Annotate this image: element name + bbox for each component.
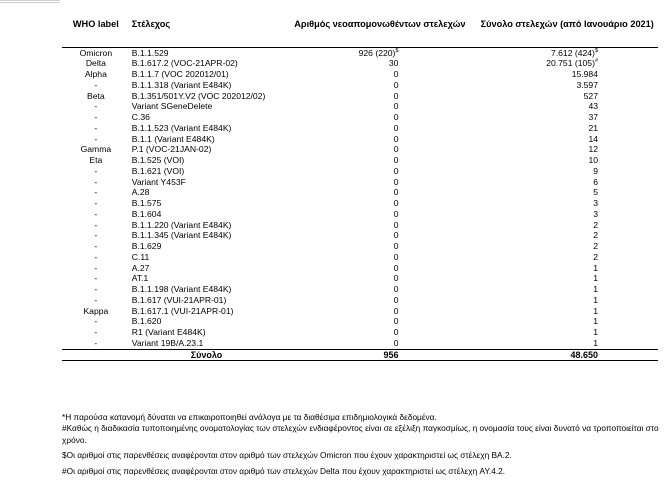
table-row [62,80,658,91]
strain-cell-text: B.1.617.2 (VOC-21APR-02) [131,58,238,69]
total-strains-cell [476,47,658,58]
total-strains-cell-text: 3 [593,198,598,208]
total-strains-cell [476,166,658,177]
who-label-cell [62,69,130,80]
total-strains-cell-text: 3 [593,208,598,219]
strain-cell [130,155,284,166]
table-row [62,241,658,252]
who-label-cell-text: Gamma [80,144,112,155]
who-label-cell-text: - [94,198,98,208]
new-strains-cell [283,69,476,80]
total-strains-cell-text: 37 [588,112,598,122]
strain-cell [130,91,284,102]
new-strains-cell-text: 0 [393,284,399,294]
new-strains-cell [283,252,476,263]
total-strains-cell [476,123,658,134]
who-label-cell [62,295,130,306]
footnote: *Η παρούσα κατανομή δύναται να επικαιροποιηθεί ανάλογα με τα διαθέσιμα επιδημιολογικά δεδομένα. [62,412,437,422]
who-label-cell-text: Delta [85,58,106,69]
table-row [62,273,658,284]
total-strains-cell-text: 1 [593,327,598,337]
total-strains-cell-text: 1 [593,294,598,305]
who-label-cell-text: Alpha [84,69,107,79]
who-label-cell-text: - [94,133,98,144]
total-strains-cell [476,220,658,231]
total-strains-cell-text: 1 [593,316,598,327]
who-label-cell [62,220,130,231]
new-strains-cell-text: 0 [393,165,399,176]
who-label-cell [62,198,130,209]
strain-cell [130,252,284,263]
strain-cell-text: B.1.1.529 [131,47,169,58]
total-strains-cell [476,187,658,198]
new-strains-cell-text: 0 [393,230,399,241]
strain-cell-text: A.27 [131,262,150,273]
table-row [62,101,658,112]
total-strains-cell-text: 2 [593,241,598,251]
table-row [62,166,658,177]
new-strains-cell [283,306,476,317]
who-label-cell-text: - [94,316,98,327]
strain-cell [130,220,284,231]
total-strains-cell-text: 527 [583,90,598,101]
cropped-header-fragment [0,0,60,5]
new-strains-cell-text: 0 [393,112,399,122]
header-new-strains: Αριθμός νεοαπομονωθέντων στελεχών [283,3,476,47]
strain-cell [130,209,284,220]
strain-cell [130,144,284,155]
total-strains-cell [476,327,658,338]
strain-cell-text: C.36 [131,112,150,122]
strain-cell [130,134,284,145]
strain-cell-text: B.1.629 [131,241,162,251]
table-row [62,338,658,349]
who-label-cell [62,316,130,327]
new-strains-cell [283,327,476,338]
footnote: #Οι αριθμοί στις παρενθέσεις αναφέρονται στον αριθμό των στελεχών Delta που έχουν χαρακτηριστεί ως στέλεχη AY.4.2. [62,465,506,476]
total-strains-cell-text: 3.597 [576,79,598,90]
total-strains-cell-text: 15.984 [571,69,598,79]
who-label-cell [62,101,130,112]
total-label: Σύνολο [130,349,284,361]
new-strains-cell-text: 0 [393,101,399,112]
total-row [62,349,658,361]
total-strains-cell [476,198,658,209]
new-strains-cell [283,144,476,155]
strain-cell [130,69,284,80]
total-strains-cell-text: 1 [593,262,598,273]
table-row [62,295,658,306]
strain-cell-text: Variant 19B/A.23.1 [131,337,204,348]
table-header-row [62,3,658,47]
table-row [62,155,658,166]
new-strains-cell-text: 0 [393,273,399,284]
new-strains-cell [283,220,476,231]
strain-cell-text: AT.1 [131,273,149,284]
variants-table [62,3,658,361]
footnotes [62,412,662,477]
strain-cell [130,101,284,112]
total-strains-cell [476,230,658,241]
who-label-cell-text: - [94,241,98,251]
who-label-cell-text: - [94,208,98,219]
strain-cell [130,327,284,338]
strain-cell-text: B.1.575 [131,198,162,208]
strain-cell-text: B.1.604 [131,208,162,219]
total-strains-cell [476,155,658,166]
who-label-cell-text: - [94,327,98,337]
strain-cell-text: B.1.621 (VOI) [131,165,185,176]
new-strains-cell-text: 926 (220) [358,47,396,58]
new-strains-cell-text: 0 [393,79,399,90]
strain-cell-text: Variant SGeneDelete [131,101,213,112]
new-strains-cell [283,134,476,145]
who-label-cell [62,144,130,155]
new-strains-cell-text: 0 [393,122,399,133]
table-row [62,198,658,209]
who-label-cell [62,284,130,295]
who-label-cell-text: - [94,284,98,294]
who-label-cell-text: - [94,294,98,305]
strain-cell [130,177,284,188]
strain-cell-text: B.1.351/501Y.V2 (VOC 202012/02) [131,90,266,101]
table-row [62,112,658,123]
table-row [62,220,658,231]
who-label-cell [62,155,130,166]
new-strains-cell-text: 0 [393,219,399,230]
total-strains-cell [476,177,658,188]
new-strains-cell [283,177,476,188]
who-label-cell-text: - [94,122,98,133]
total-sum-value: 48.650 [476,349,658,361]
total-strains-cell [476,91,658,102]
total-strains-cell-text: 43 [588,101,598,112]
strain-cell [130,338,284,349]
new-strains-cell [283,241,476,252]
table-row [62,187,658,198]
table-row [62,209,658,220]
new-strains-cell-text: 0 [393,155,399,165]
total-strains-cell [476,284,658,295]
total-strains-cell-text: 21 [588,122,598,133]
table-row [62,123,658,134]
strain-cell [130,316,284,327]
new-strains-cell-text: 0 [393,187,399,198]
who-label-cell [62,252,130,263]
strain-cell-text: B.1.1.523 (Variant E484K) [131,122,232,133]
table-row [62,91,658,102]
who-label-cell [62,112,130,123]
who-label-cell-text: Eta [89,155,103,165]
new-strains-cell [283,166,476,177]
strain-cell-text: C.11 [131,251,150,262]
who-label-cell-text: - [94,187,98,198]
strain-cell [130,47,284,58]
total-strains-cell [476,295,658,306]
who-label-cell-text: - [94,176,98,187]
strain-cell [130,58,284,69]
who-label-cell [62,327,130,338]
who-label-cell-text: Beta [87,90,105,101]
strain-cell-text: A.28 [131,187,150,198]
new-strains-cell [283,230,476,241]
total-strains-cell-text: 1 [593,337,598,348]
who-label-cell-text: - [94,79,98,90]
who-label-cell [62,91,130,102]
total-who-empty [62,349,130,361]
strain-cell [130,284,284,295]
who-label-cell [62,80,130,91]
table-row [62,306,658,317]
who-label-cell-text: - [94,112,98,122]
total-strains-cell [476,134,658,145]
table-row [62,69,658,80]
table-row [62,263,658,274]
who-label-cell [62,306,130,317]
total-strains-cell [476,209,658,220]
new-strains-cell-text: 0 [393,198,399,208]
new-strains-cell [283,284,476,295]
new-strains-cell-text: 0 [393,144,399,155]
strain-cell [130,273,284,284]
new-strains-cell [283,47,476,58]
who-label-cell [62,338,130,349]
new-strains-cell [283,316,476,327]
new-strains-cell-text: 30 [388,58,399,69]
who-label-cell-text: - [94,262,98,273]
strain-cell-text: B.1.620 [131,316,162,327]
strain-cell-text: B.1.1.318 (Variant E484K) [131,79,232,90]
who-label-cell [62,241,130,252]
who-label-cell [62,123,130,134]
footnote-marker: $ [395,47,399,54]
strain-cell [130,263,284,274]
who-label-cell-text: - [94,230,98,241]
total-strains-cell [476,101,658,112]
strain-cell-text: B.1.1.7 (VOC 202012/01) [131,69,229,79]
who-label-cell [62,166,130,177]
table-row [62,144,658,155]
new-strains-cell-text: 0 [393,316,399,327]
strain-cell-text: R1 (Variant E484K) [131,327,206,337]
strain-cell-text: B.1.1.345 (Variant E484K) [131,230,232,241]
new-strains-cell [283,112,476,123]
strain-cell-text: B.1.617.1 (VUI-21APR-01) [131,305,234,316]
table-row [62,230,658,241]
table-row [62,252,658,263]
new-strains-cell [283,295,476,306]
total-strains-cell-text: 9 [593,165,598,176]
strain-cell-text: B.1.1.220 (Variant E484K) [131,219,232,230]
total-strains-cell-text: 2 [593,230,598,241]
new-strains-cell [283,209,476,220]
who-label-cell [62,263,130,274]
total-strains-cell-text: 2 [593,219,598,230]
total-strains-cell [476,306,658,317]
new-strains-cell-text: 0 [393,294,399,305]
who-label-cell [62,273,130,284]
total-strains-cell-text: 5 [593,187,598,198]
total-strains-cell-text: 6 [593,176,598,187]
new-strains-cell [283,80,476,91]
footnote-marker: $ [594,47,598,54]
table-row [62,47,658,58]
total-strains-cell [476,252,658,263]
new-strains-cell [283,187,476,198]
new-strains-cell [283,123,476,134]
strain-cell [130,187,284,198]
new-strains-cell-text: 0 [393,251,399,262]
total-strains-cell-text: 7.612 (424) [550,47,595,58]
new-strains-cell [283,58,476,69]
who-label-cell-text: Omicron [79,47,113,58]
total-strains-cell-text: 1 [593,305,598,316]
total-strains-cell [476,69,658,80]
new-strains-cell [283,263,476,274]
total-strains-cell-text: 2 [593,251,598,262]
strain-cell [130,166,284,177]
new-strains-cell-text: 0 [393,241,399,251]
who-label-cell [62,187,130,198]
table-row [62,316,658,327]
new-strains-cell-text: 0 [393,208,399,219]
strain-cell [130,112,284,123]
table-row [62,177,658,188]
table-row [62,284,658,295]
strain-cell-text: B.1.1 (Variant E484K) [131,133,215,144]
who-label-cell-text: - [94,273,98,284]
who-label-cell [62,230,130,241]
table-row [62,327,658,338]
total-new-value: 956 [283,349,476,361]
strain-cell-text: Variant Y453F [131,176,186,187]
total-strains-cell-text: 1 [593,284,598,294]
footnote: $Οι αριθμοί στις παρενθέσεις αναφέρονται στον αριθμό των στελεχών Omicron που έχουν χαρακτηριστεί ως στέλεχη BA.2. [62,450,512,461]
strain-cell [130,80,284,91]
total-strains-cell-text: 10 [588,155,598,165]
new-strains-cell-text: 0 [393,305,399,316]
strain-cell [130,295,284,306]
new-strains-cell [283,273,476,284]
who-label-cell [62,47,130,58]
strain-cell [130,198,284,209]
total-strains-cell [476,58,658,69]
new-strains-cell [283,338,476,349]
total-strains-cell-text: 20.751 (105) [546,58,595,69]
strain-cell-text: B.1.617 (VUI-21APR-01) [131,294,227,305]
who-label-cell-text: - [94,165,98,176]
new-strains-cell-text: 0 [393,327,399,337]
table-row [62,58,658,69]
table-row [62,134,658,145]
new-strains-cell-text: 0 [393,69,399,79]
new-strains-cell [283,101,476,112]
strain-cell-text: B.1.1.198 (Variant E484K) [131,284,232,294]
strain-cell-text: B.1.525 (VOI) [131,155,185,165]
who-label-cell [62,58,130,69]
total-strains-cell [476,263,658,274]
new-strains-cell-text: 0 [393,337,399,348]
table-body [62,47,658,349]
header-strain: Στέλεχος [130,3,284,47]
who-label-cell-text: - [94,219,98,230]
new-strains-cell [283,91,476,102]
new-strains-cell [283,155,476,166]
new-strains-cell-text: 0 [393,133,399,144]
footnote: #Καθώς η διαδικασία τυποποιημένης ονοματολογίας των στελεχών ενδιαφέροντος είναι σε εξέλιξη παγκοσμίως, η ονομασία τους είναι δυνατό να τροποποιείται στο χρόνο. [62,423,659,445]
total-strains-cell-text: 1 [593,273,598,284]
strain-cell [130,123,284,134]
header-who-label: WHO label [62,3,130,47]
total-strains-cell [476,273,658,284]
total-strains-cell-text: 14 [588,133,598,144]
who-label-cell-text: - [94,101,98,112]
total-strains-cell [476,80,658,91]
total-strains-cell [476,144,658,155]
strain-cell-text: P.1 (VOC-21JAN-02) [131,144,212,155]
who-label-cell-text: - [94,337,98,348]
total-strains-cell [476,338,658,349]
strain-cell [130,230,284,241]
who-label-cell-text: - [94,251,98,262]
total-strains-cell [476,316,658,327]
footnote-marker: # [594,58,598,65]
strain-cell [130,241,284,252]
total-strains-cell-text: 12 [588,144,598,155]
total-strains-cell [476,112,658,123]
who-label-cell-text: Kappa [83,305,109,316]
header-total-strains: Σύνολο στελεχών (από Ιανουάριο 2021) [476,3,658,47]
new-strains-cell-text: 0 [393,262,399,273]
total-strains-cell [476,241,658,252]
new-strains-cell [283,198,476,209]
new-strains-cell-text: 0 [393,176,399,187]
who-label-cell [62,177,130,188]
who-label-cell [62,209,130,220]
who-label-cell [62,134,130,145]
strain-cell [130,306,284,317]
new-strains-cell-text: 0 [393,90,399,101]
